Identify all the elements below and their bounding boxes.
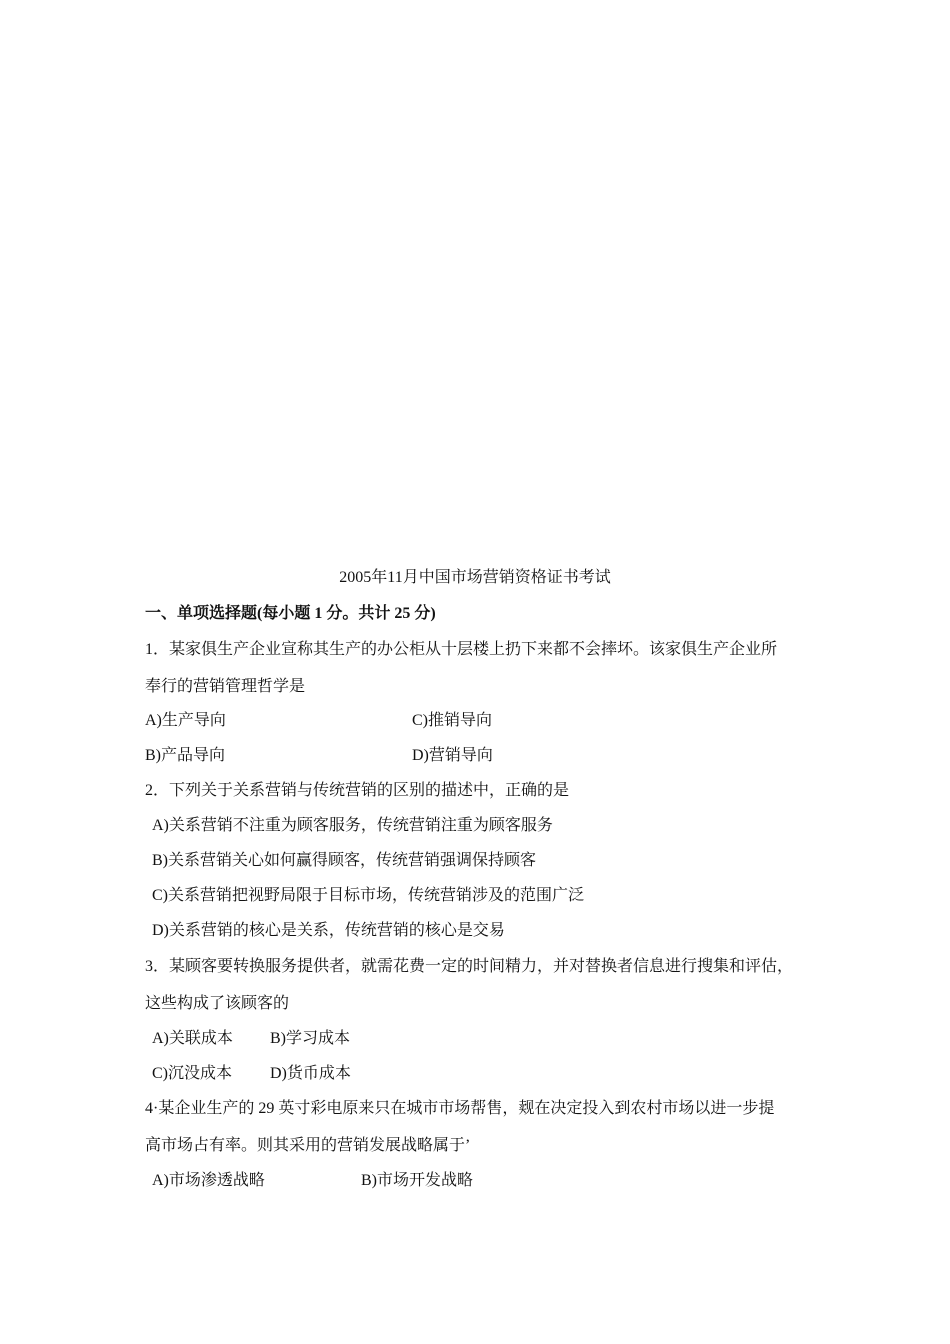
- question-2-option-d: D)关系营销的核心是关系，传统营销的核心是交易: [152, 922, 505, 939]
- question-1-option-a: A)生产导向: [145, 712, 226, 729]
- question-1-stem-line-1: 1．某家俱生产企业宣称其生产的办公柜从十层楼上扔下来都不会摔坏。该家俱生产企业所: [145, 641, 778, 658]
- question-4-option-a: A)市场渗透战略: [152, 1172, 265, 1189]
- question-1-options-row-1: [145, 711, 493, 731]
- question-2-option-c: C)关系营销把视野局限于目标市场，传统营销涉及的范围广泛: [152, 887, 585, 904]
- question-4-option-b: B)市场开发战略: [361, 1172, 474, 1189]
- question-2-option-b: B)关系营销关心如何赢得顾客，传统营销强调保持顾客: [152, 852, 537, 869]
- question-3-options-row-1: [152, 1029, 351, 1049]
- question-4-options-row-1: [152, 1171, 474, 1191]
- question-2-stem: 2．下列关于关系营销与传统营销的区别的描述中，正确的是: [145, 782, 570, 799]
- question-3-option-c: C)沉没成本: [152, 1065, 233, 1082]
- question-3-options-row-2: [152, 1064, 351, 1084]
- question-2-option-a: A)关系营销不注重为顾客服务，传统营销注重为顾客服务: [152, 817, 553, 834]
- question-1-option-d: D)营销导向: [412, 747, 493, 764]
- question-4-stem-line-1: 4·某企业生产的 29 英寸彩电原来只在城市市场帮售，觌在决定投入到农村市场以进一步提: [145, 1100, 775, 1117]
- question-3-stem-line-1: 3．某顾客要转换服务提供者，就需花费一定的时间精力，并对替换者信息进行搜集和评估，: [145, 958, 794, 975]
- question-3-option-d: D)货币成本: [270, 1065, 351, 1082]
- question-3-option-b: B)学习成本: [270, 1030, 351, 1047]
- page-title: 2005年11月中国市场营销资格证书考试: [339, 569, 611, 586]
- question-4-stem-line-2: 高市场占有率。则其采用的营销发展战略属于’: [145, 1137, 471, 1154]
- question-1-option-b: B)产品导向: [145, 747, 226, 764]
- section-heading: 一、单项选择题(每小题 1 分。共计 25 分): [145, 605, 436, 622]
- question-1-options-row-2: [145, 746, 493, 766]
- question-3-option-a: A)关联成本: [152, 1030, 233, 1047]
- question-1-option-c: C)推销导向: [412, 712, 493, 729]
- question-1-stem-line-2: 奉行的营销管理哲学是: [145, 678, 306, 695]
- question-3-stem-line-2: 这些构成了该顾客的: [145, 995, 290, 1012]
